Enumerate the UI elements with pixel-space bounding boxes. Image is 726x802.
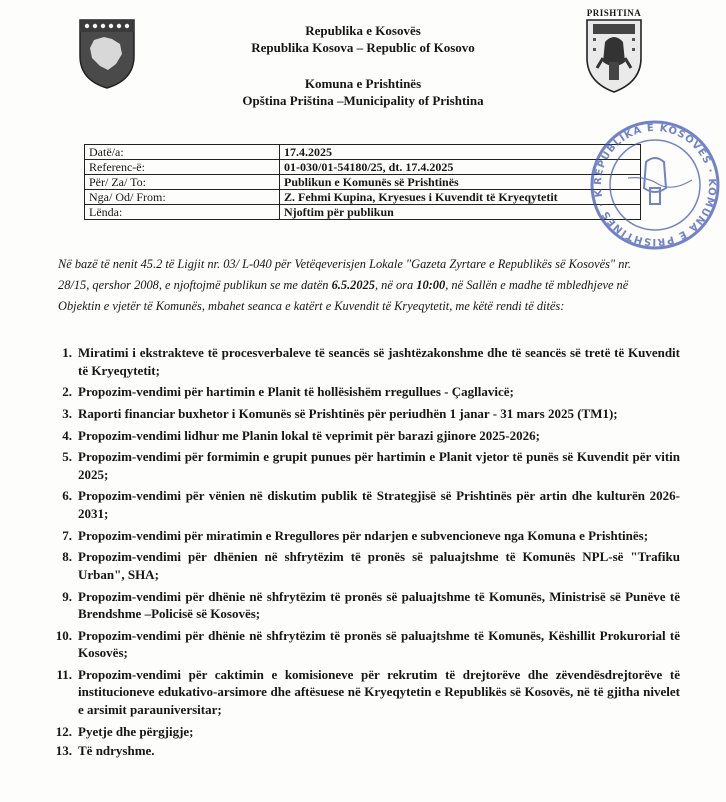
meeting-date: 6.5.2025 (331, 278, 375, 292)
agenda-item (20, 527, 680, 545)
agenda-item-number: 13. (55, 743, 72, 759)
meta-row-reference (85, 160, 641, 175)
agenda-item-number: 9. (62, 588, 72, 604)
agenda-item-number: 12. (55, 723, 72, 739)
header-country-multilingual: Republika Kosova – Republic of Kosovo (251, 40, 475, 55)
header-municipality-sq: Komuna e Prishtinës (304, 76, 422, 91)
meta-label: Nga/ Od/ From: (85, 190, 280, 205)
agenda-item-number: 5. (62, 449, 72, 465)
emblem-city-label: PRISHTINA (586, 8, 642, 18)
meta-value: Njoftim për publikun (280, 205, 641, 220)
agenda-item (20, 588, 680, 623)
agenda-item (20, 487, 680, 522)
official-stamp-icon (588, 118, 722, 252)
agenda-item-number: 11. (56, 666, 72, 682)
meta-label: Lënda: (85, 205, 280, 220)
agenda-item-text: Propozim-vendimi për formimin e grupit punues për hartimin e Planit vjetor të punës së Kuvendit për vitin 2025; (78, 449, 680, 482)
agenda-item-number: 1. (62, 345, 72, 360)
agenda-item-text: Propozim-vendimi për vënien në diskutim publik të Strategjisë së Prishtinës për artin dhe kulturën 2026-2031; (78, 488, 680, 521)
agenda-item-number: 10. (55, 627, 72, 643)
meta-label: Për/ Za/ To: (85, 175, 280, 190)
intro-text-part1: Në bazë të nenit 45.2 të Ligjit nr. 03/ L-040 për Vetëqeverisjen Lokale "Gazeta Zyrtare e Republikës së Kosovës" nr. 28/15, qershor 2008, e njoftojmë publikun se me datën (58, 257, 631, 292)
agenda-item-text: Miratimi i ekstrakteve të procesverbaleve të seancës së jashtëzakonshme dhe të seancës së tretë të Kuvendit të Kryeqytetit; (78, 345, 680, 378)
agenda-item (20, 666, 680, 719)
agenda-item-text: Raporti financiar buxhetor i Komunës së Prishtinës për periudhën 1 janar - 31 mars 2025 (TM1); (78, 405, 618, 421)
agenda-item-number: 7. (62, 527, 72, 543)
meta-value: Publikun e Komunës së Prishtinës (280, 175, 641, 190)
meeting-time: 10:00 (416, 278, 446, 292)
agenda-item (20, 627, 680, 662)
agenda-item-text: Propozim-vendimi për caktimin e komisioneve për rekrutim të drejtorëve dhe zëvendësdrejtorëve të institucioneve edukativo-arsimore dhe aftësuese në Kryeqytetin e Republikës së Kosovës, në të gjitha nivelet e arsimit parauniversitar; (78, 666, 680, 717)
prishtina-emblem-icon (583, 8, 645, 94)
agenda-item-number: 8. (62, 549, 72, 565)
document-meta-table (84, 144, 641, 220)
agenda-item (20, 344, 680, 379)
agenda-item (20, 723, 680, 741)
agenda-item (20, 448, 680, 483)
meta-value: 01-030/01-54180/25, dt. 17.4.2025 (280, 160, 641, 175)
meta-value: Z. Fehmi Kupina, Kryesues i Kuvendit të Kryeqytetit (280, 190, 641, 205)
agenda-item (20, 383, 680, 401)
header-country-sq: Republika e Kosovës (305, 23, 421, 38)
agenda-item-text: Propozim-vendimi lidhur me Planin lokal të veprimit për barazi gjinore 2025-2026; (78, 427, 540, 443)
meta-row-to (85, 175, 641, 190)
intro-paragraph (58, 254, 658, 317)
intro-text-part3: , në Sallën e madhe të mbledhjeve në Objektin e vjetër të Komunës, mbahet seanca e katërt e Kuvendit të Kryeqytetit, me këtë rendi të ditës: (58, 278, 629, 313)
agenda-item-text: Propozim-vendimi për hartimin e Planit të hollësishëm rregullues - Çagllavicë; (78, 384, 514, 400)
meta-row-subject (85, 205, 641, 220)
meta-row-date (85, 145, 641, 160)
agenda-item-text: Propozim-vendimi për miratimin e Rregullores për ndarjen e subvencioneve nga Komuna e Prishtinës; (78, 527, 649, 543)
agenda-item-text: Propozim-vendimi për dhënien në shfrytëzim të pronës së paluajtshme të Komunës NPL-së "Trafiku Urban", SHA; (78, 549, 680, 582)
agenda-item-number: 3. (62, 405, 72, 421)
agenda-list (20, 344, 680, 762)
agenda-item-number: 6. (62, 488, 72, 504)
agenda-item-text: Propozim-vendimi për dhënie në shfrytëzim të pronës së paluajtshme të Komunës, Këshillit Prokurorial të Kosovës; (78, 627, 680, 661)
agenda-item-text: Pyetje dhe përgjigje; (78, 723, 194, 739)
agenda-item (20, 405, 680, 423)
agenda-item-text: Propozim-vendimi për dhënie në shfrytëzim të pronës së paluajtshme të Komunës, Ministrisë së Punëve të Brendshme –Policisë së Kosovës; (78, 588, 680, 621)
agenda-item-number: 4. (62, 427, 72, 443)
intro-text-part2: , në ora (374, 278, 417, 292)
agenda-item (20, 548, 680, 583)
stamp-text: REPUBLIKA E KOSOVËS · KOMUNA E PRISHTINËS · K (592, 122, 718, 248)
meta-value: 17.4.2025 (280, 145, 641, 160)
agenda-item-number: 2. (62, 384, 72, 400)
meta-label: Datë/a: (85, 145, 280, 160)
meta-row-from (85, 190, 641, 205)
agenda-item (20, 742, 680, 760)
header-municipality-multilingual: Opština Priština –Municipality of Prishtina (242, 93, 484, 108)
agenda-item (20, 427, 680, 445)
meta-label: Referenc-ë: (85, 160, 280, 175)
agenda-item-text: Të ndryshme. (78, 743, 155, 759)
